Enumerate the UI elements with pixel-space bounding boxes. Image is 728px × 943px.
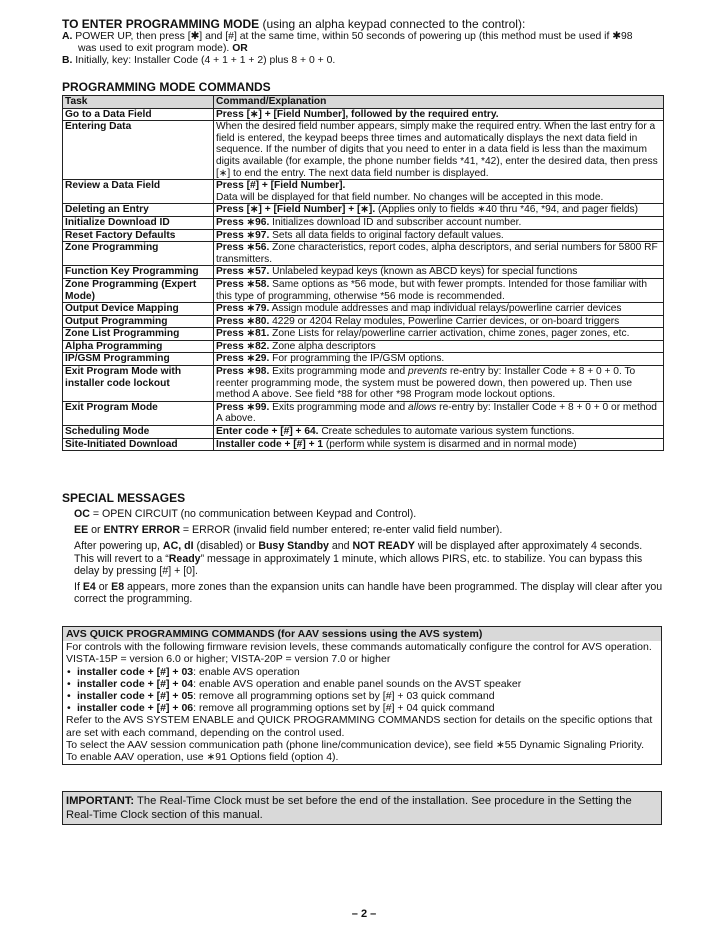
command-cell [214, 303, 664, 316]
command-explanation: (Applies only to fields ∗40 thru *46, *94, and pager fields) [375, 204, 638, 216]
command-keys: Press [#] + [Field Number]. [216, 180, 346, 192]
command-keys: Press [∗] + [Field Number] + [∗]. [216, 204, 376, 216]
e8-code: E8 [111, 581, 125, 594]
busy-standby: Busy Standby [258, 540, 329, 553]
command-emphasis: allows [408, 401, 437, 413]
avs-refer: Refer to the AVS SYSTEM ENABLE and QUICK PROGRAMMING COMMANDS section for details on the specific options that are set with each command, depending on the control used. [66, 714, 653, 739]
table-row [63, 401, 664, 425]
list-item [66, 678, 658, 690]
table-row [63, 278, 664, 302]
command-keys: Press ∗79. [216, 303, 270, 315]
command-cell [214, 204, 664, 217]
table-row [63, 229, 664, 242]
avs-command-list [66, 666, 658, 715]
step-b-text: Initially, key: Installer Code (4 + 1 + 1 + 2) plus 8 + 0 + 0. [72, 55, 336, 67]
task-cell: Zone Programming [63, 242, 214, 266]
important-label: IMPORTANT: [66, 795, 135, 807]
command-explanation: Exits programming mode and [269, 401, 409, 413]
avs-command-desc: : enable AVS operation and enable panel sounds on the AVST speaker [193, 677, 522, 690]
step-b [62, 55, 662, 67]
list-item [66, 690, 658, 702]
e4e8-text-a: If [74, 581, 83, 594]
oc-code: OC [74, 508, 90, 520]
command-explanation: Initializes download ID and subscriber account number. [269, 216, 522, 228]
command-keys: Press ∗56. [216, 242, 270, 254]
command-keys: Press ∗96. [216, 216, 270, 228]
step-a-cont-text: was used to exit program mode). [78, 43, 230, 55]
task-cell: Exit Program Mode [63, 401, 214, 425]
avs-command-code: installer code + [#] + 03 [77, 665, 194, 678]
commands-table-header [63, 96, 664, 109]
command-emphasis: prevents [408, 366, 448, 378]
avs-command-desc: : enable AVS operation [193, 665, 300, 678]
step-b-label: B. [62, 55, 73, 67]
e4e8-text-b: appears, more zones than the expansion units can handle have been programmed. The display will clear after you correct the programming. [74, 581, 663, 606]
command-cell [214, 278, 664, 302]
step-a-text: POWER UP, then press [✱] and [#] at the same time, within 50 seconds of powering up (this method must be used if ✱98 [72, 31, 633, 42]
command-explanation: For programming the IP/GSM options. [269, 353, 445, 365]
special-messages-section [62, 491, 664, 605]
task-cell: Entering Data [63, 121, 214, 180]
list-item [66, 666, 658, 678]
task-cell: Site-Initiated Download [63, 438, 214, 451]
table-row [63, 438, 664, 451]
avs-command-code: installer code + [#] + 04 [77, 677, 194, 690]
command-explanation: Assign module addresses and map individual relays/powerline carrier devices [269, 303, 622, 315]
commands-table [62, 95, 664, 451]
task-cell: Zone Programming (Expert Mode) [63, 278, 214, 302]
special-oc [62, 508, 664, 520]
command-explanation: (perform while system is disarmed and in normal mode) [323, 438, 577, 450]
column-header-command: Command/Explanation [214, 96, 664, 109]
command-explanation: Unlabeled keypad keys (known as ABCD keys) for special functions [269, 266, 578, 278]
task-cell: Output Device Mapping [63, 303, 214, 316]
ee-code: EE [74, 524, 89, 537]
enter-heading-note: (using an alpha keypad connected to the control): [259, 17, 526, 31]
avs-command-code: installer code + [#] + 06 [77, 702, 194, 715]
step-a-cont [62, 43, 662, 55]
special-e4e8 [62, 581, 664, 605]
avs-intro: For controls with the following firmware revision levels, these commands automatically configure the control for AVS operation. VISTA-15P = version 6.0 or higher; VISTA-20P = version 7.0 or higher [66, 641, 652, 666]
table-row [63, 353, 664, 366]
oc-text: = OPEN CIRCUIT (no communication between Keypad and Control). [89, 508, 417, 520]
task-cell: Output Programming [63, 315, 214, 328]
task-cell: Alpha Programming [63, 340, 214, 353]
command-cell [214, 366, 664, 402]
avs-heading: AVS QUICK PROGRAMMING COMMANDS (for AAV sessions using the AVS system) [63, 627, 661, 641]
table-row [63, 242, 664, 266]
command-cell [214, 426, 664, 439]
command-keys: Press ∗81. [216, 328, 270, 340]
powerup-text-a: After powering up, [74, 540, 163, 553]
command-cell [214, 180, 664, 204]
task-cell: Review a Data Field [63, 180, 214, 204]
task-cell: IP/GSM Programming [63, 353, 214, 366]
command-cell [214, 401, 664, 425]
important-text: The Real-Time Clock must be set before the end of the installation. See procedure in the Setting the Real-Time Clock section of this manual. [66, 795, 632, 821]
table-row [63, 426, 664, 439]
avs-enable: To enable AAV operation, use ∗91 Options field (option 4). [66, 751, 339, 764]
step-a-or: OR [229, 43, 248, 55]
table-row [63, 266, 664, 279]
avs-path: To select the AAV session communication path (phone line/communication device), see field ∗55 Dynamic Signaling Priority. [66, 738, 645, 751]
command-explanation: Zone Lists for relay/powerline carrier activation, chime zones, pager zones, etc. [269, 328, 630, 340]
special-ee [62, 524, 664, 536]
table-row [63, 340, 664, 353]
task-cell: Go to a Data Field [63, 108, 214, 121]
command-keys: Press ∗99. [216, 401, 270, 413]
command-keys: Press ∗82. [216, 340, 270, 352]
table-row [63, 108, 664, 121]
table-row [63, 216, 664, 229]
command-explanation: Exits programming mode and [269, 366, 409, 378]
command-cell [214, 108, 664, 121]
table-row [63, 204, 664, 217]
command-cell [214, 438, 664, 451]
important-box [62, 791, 662, 825]
powerup-text-d: will be displayed after approximately 4 seconds. This will revert to a “ [74, 540, 643, 565]
task-cell: Deleting an Entry [63, 204, 214, 217]
task-cell: Function Key Programming [63, 266, 214, 279]
command-cell [214, 216, 664, 229]
task-cell: Reset Factory Defaults [63, 229, 214, 242]
command-explanation: 4229 or 4204 Relay modules, Powerline Carrier devices, or on-board triggers [269, 315, 620, 327]
powerup-codes: AC, dI [162, 540, 194, 553]
powerup-text-e: ” message in approximately 1 minute, which allows PIRS, etc. to stabilize. You can bypass this delay by pressing [#] + [0]. [74, 552, 643, 577]
command-keys: Press ∗80. [216, 315, 270, 327]
command-explanation: Same options as *56 mode, but with fewer prompts. Intended for those familiar with this type of programming, otherwise *56 mode is recommended. [216, 278, 647, 302]
command-explanation: Zone alpha descriptors [269, 340, 376, 352]
special-heading: SPECIAL MESSAGES [62, 491, 186, 505]
avs-box [62, 626, 662, 765]
avs-command-desc: : remove all programming options set by [#] + 03 quick command [193, 690, 495, 703]
page-number: – 2 – [351, 908, 377, 920]
command-explanation: Zone characteristics, report codes, alpha descriptors, and serial numbers for 5800 RF transmitters. [216, 242, 658, 265]
command-keys: Enter code + [#] + 64. [216, 426, 319, 438]
ee-text: = ERROR (invalid field number entered; re-enter valid field number). [179, 524, 503, 537]
command-cell [214, 340, 664, 353]
avs-body [63, 641, 661, 764]
command-keys: Press [∗] + [Field Number], followed by the required entry. [216, 108, 499, 120]
list-item [66, 702, 658, 714]
command-keys: Press ∗98. [216, 366, 270, 378]
ee-code-long: ENTRY ERROR [103, 524, 180, 537]
column-header-task: Task [63, 96, 214, 109]
commands-heading: PROGRAMMING MODE COMMANDS [62, 80, 271, 94]
enter-program-section [62, 17, 662, 68]
command-keys: Press ∗29. [216, 353, 270, 365]
command-cell [214, 353, 664, 366]
table-row [63, 121, 664, 180]
table-row [63, 366, 664, 402]
command-explanation: Create schedules to automate various system functions. [318, 426, 575, 438]
step-a-label: A. [62, 31, 73, 42]
e4e8-or: or [95, 581, 112, 594]
avs-command-code: installer code + [#] + 05 [77, 690, 194, 703]
command-cell [214, 242, 664, 266]
enter-heading: TO ENTER PROGRAMMING MODE [62, 17, 260, 31]
special-powerup [62, 540, 664, 577]
task-cell: Exit Program Mode with installer code lockout [63, 366, 214, 402]
command-explanation-cont: re-entry by: Installer Code + 8 + 0 + 0 or method A above. [216, 401, 657, 425]
command-cell [214, 229, 664, 242]
command-explanation: When the desired field number appears, simply make the required entry. When the last entry for a field is entered, the keypad beeps three times and automatically displays the next data field in sequence. If the number of digits that you need to enter in a data field is less than the maximum digits available (for example, the phone number fields *41, *42), enter the desired data, then press [∗] to end the entry. The next data field number is displayed. [216, 121, 658, 179]
command-cell [214, 266, 664, 279]
command-explanation-cont: re-entry by: Installer Code + 8 + 0 + 0. To reenter programming mode, the system must be powered down, then powered up. Then use method A above. See field *88 for other *98 Program mode lockout options. [216, 366, 636, 401]
command-cell [214, 315, 664, 328]
command-keys: Press ∗58. [216, 278, 270, 290]
table-row [63, 180, 664, 204]
table-row [63, 315, 664, 328]
command-explanation: Data will be displayed for that field number. No changes will be accepted in this mode. [216, 191, 604, 203]
table-row [63, 328, 664, 341]
powerup-text-c: and [328, 540, 353, 553]
ee-or: or [88, 524, 104, 537]
e4-code: E4 [82, 581, 96, 594]
command-keys: Installer code + [#] + 1 [216, 438, 324, 450]
command-cell [214, 121, 664, 180]
step-a [62, 31, 662, 43]
table-row [63, 303, 664, 316]
powerup-text-b: (disabled) or [193, 540, 259, 553]
task-cell: Initialize Download ID [63, 216, 214, 229]
avs-command-desc: : remove all programming options set by [#] + 04 quick command [193, 702, 495, 715]
task-cell: Zone List Programming [63, 328, 214, 341]
command-explanation: Sets all data fields to original factory default values. [269, 229, 504, 241]
ready-word: Ready [168, 552, 201, 565]
command-keys: Press ∗97. [216, 229, 270, 241]
command-keys: Press ∗57. [216, 266, 270, 278]
command-cell [214, 328, 664, 341]
not-ready: NOT READY [352, 540, 415, 553]
task-cell: Scheduling Mode [63, 426, 214, 439]
